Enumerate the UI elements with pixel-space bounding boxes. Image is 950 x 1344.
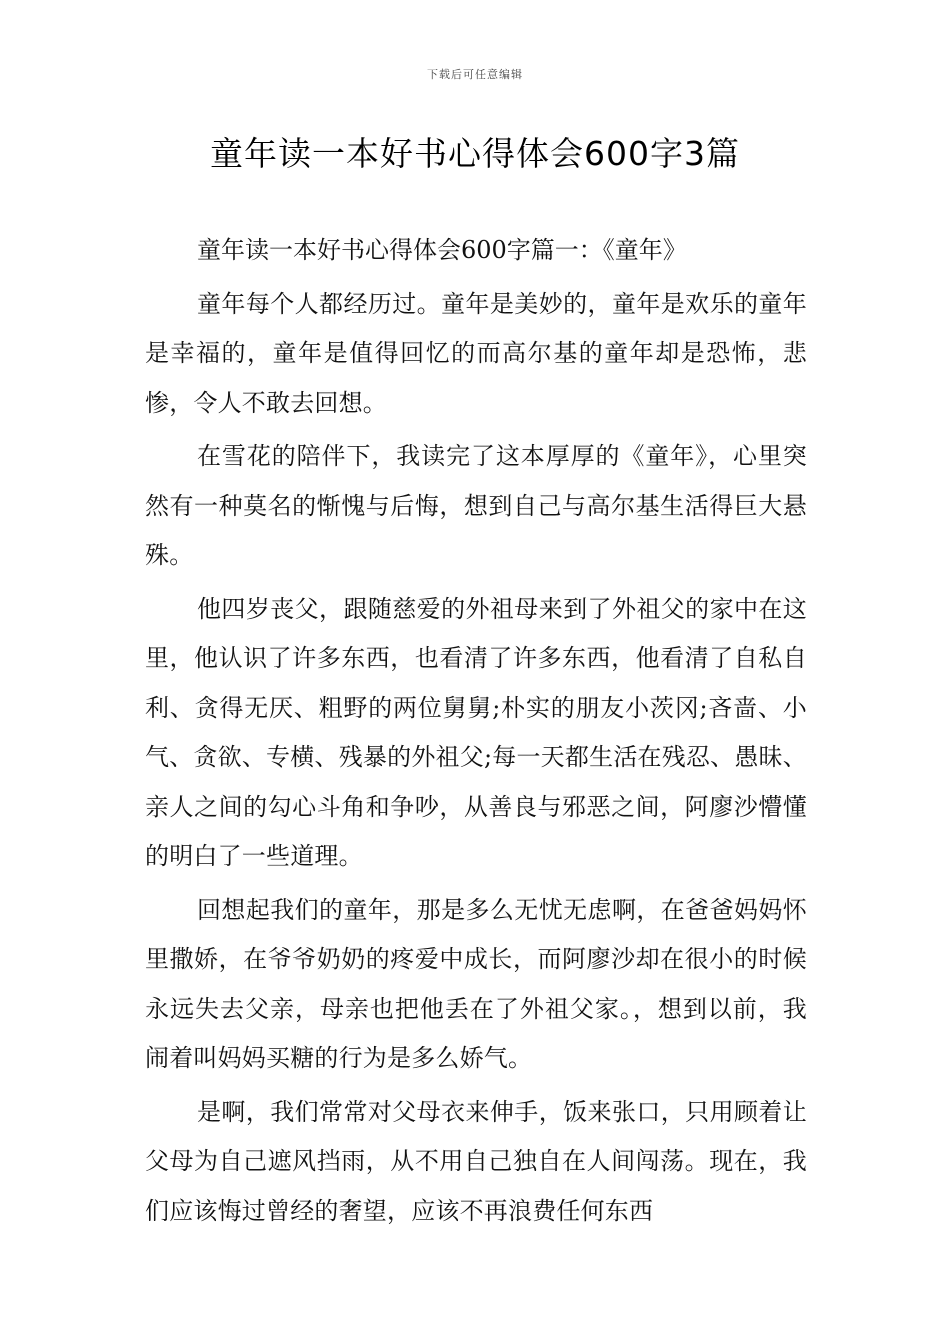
section-heading: 童年读一本好书心得体会600字篇一：《童年》 <box>197 236 687 264</box>
header-note: 下载后可任意编辑 <box>427 68 523 81</box>
paragraph-5: 是啊，我们常常对父母衣来伸手，饭来张口，只用顾着让父母为自己遮风挡雨，从不用自己独自在人间闯荡。现在，我们应该悔过曾经的奢望，应该不再浪费任何东西 <box>145 1097 807 1225</box>
paragraph-1: 童年每个人都经历过。童年是美妙的，童年是欢乐的童年是幸福的，童年是值得回忆的而高尔基的童年却是恐怖，悲惨，令人不敢去回想。 <box>145 289 807 417</box>
paragraph-3: 他四岁丧父，跟随慈爱的外祖母来到了外祖父的家中在这里，他认识了许多东西，也看清了许多东西，他看清了自私自利、贪得无厌、粗野的两位舅舅;朴实的朋友小茨冈;吝啬、小气、贪欲、专横、残暴的外祖父;每一天都生活在残忍、愚昧、亲人之间的勾心斗角和争吵，从善良与邪恶之间，阿廖沙懵懂的明白了一些道理。 <box>145 594 807 870</box>
paragraph-4: 回想起我们的童年，那是多么无忧无虑啊，在爸爸妈妈怀里撒娇，在爷爷奶奶的疼爱中成长，而阿廖沙却在很小的时候永远失去父亲，母亲也把他丢在了外祖父家。，想到以前，我闹着叫妈妈买糖的行为是多么娇气。 <box>145 895 807 1072</box>
document-body <box>145 226 807 1240</box>
paragraph-2: 在雪花的陪伴下，我读完了这本厚厚的《童年》，心里突然有一种莫名的惭愧与后悔，想到自己与高尔基生活得巨大悬殊。 <box>145 442 807 569</box>
document-title: 童年读一本好书心得体会600字3篇 <box>210 134 740 173</box>
